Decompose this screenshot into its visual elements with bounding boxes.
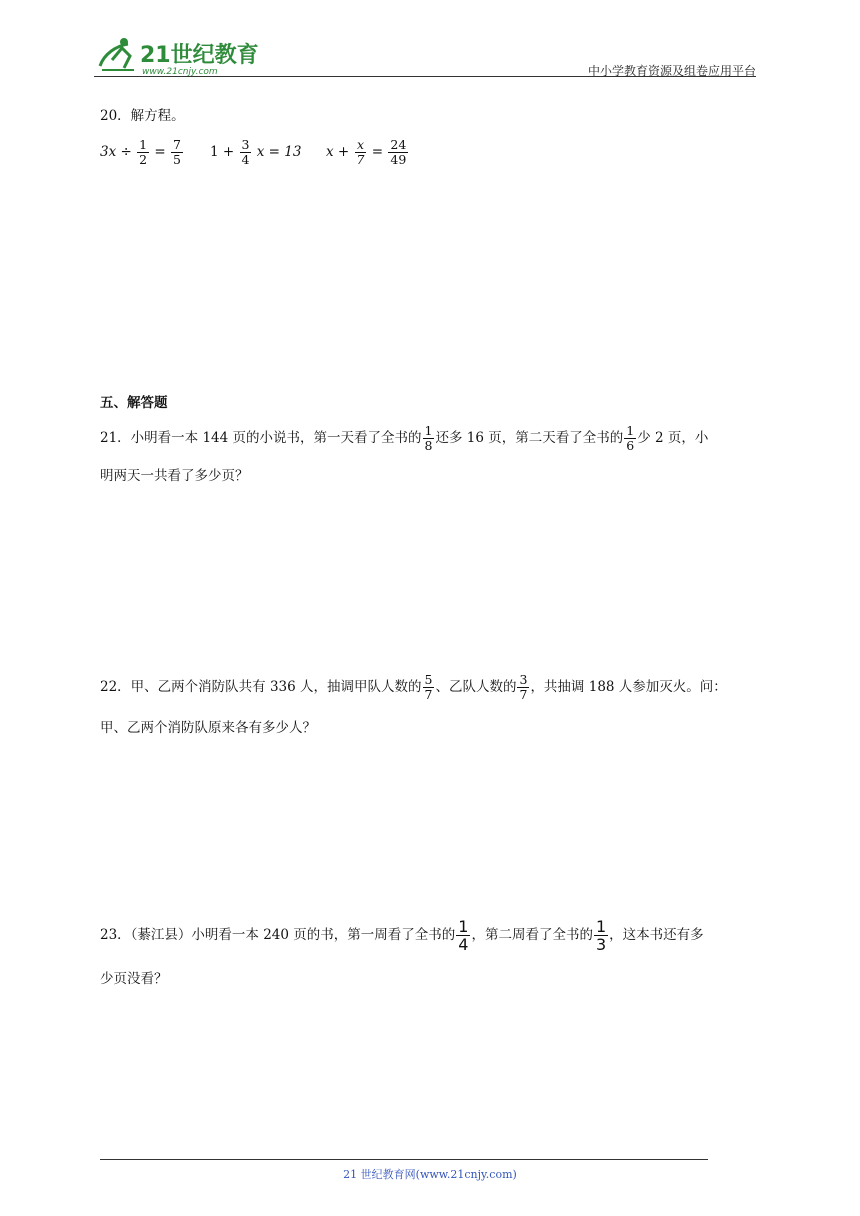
q20-equation-2: 1 + $\frac{3}{4}$ x = 13 [210, 137, 302, 167]
q20-equation-3: x + $\frac{x}{7}$ = $\frac{24}{49}$ [326, 137, 407, 167]
site-logo [94, 34, 264, 76]
q21-line-2: 明两天一共看了多少页？ [100, 468, 249, 484]
footer-divider [100, 1159, 708, 1160]
q23-fraction-1: $\frac{1}{4}$ [458, 917, 469, 954]
q21-line-1: 21．小明看一本 144 页的小说书，第一天看了全书的 $\frac{1}{8}$ 还多 16 页，第二天看了全书的 $\frac{1}{6}$ 少 2 页，小 [100, 423, 709, 453]
q23-line-2: 少页没看？ [100, 971, 168, 987]
eq1-lead: 3x ÷ [100, 144, 132, 160]
header-divider [94, 76, 756, 77]
q21-fraction-2: $\frac{1}{6}$ [626, 423, 635, 453]
section-title: 五、解答题 [100, 395, 168, 411]
logo-url: www.21cnjy.com [142, 67, 218, 76]
q22-line-2: 甲、乙两个消防队原来各有多少人？ [100, 720, 316, 736]
eq1-fraction-2: $\frac{7}{5}$ [172, 137, 181, 167]
q21-fraction-1: $\frac{1}{8}$ [424, 423, 433, 453]
q20-title: 20．解方程。 [100, 108, 185, 124]
q22-line-1: 22．甲、乙两个消防队共有 336 人，抽调甲队人数的 $\frac{5}{7}$ 、乙队人数的 $\frac{3}{7}$ ，共抽调 188 人参加灭火。问： [100, 672, 727, 702]
q23-line-1: 23．（綦江县）小明看一本 240 页的书，第一周看了全书的 $\frac{1}{4}$ ，第二周看了全书的 $\frac{1}{3}$ ，这本书还有多 [100, 917, 704, 954]
eq3-fraction-1: $\frac{x}{7}$ [356, 137, 365, 167]
header-platform-text: 中小学教育资源及组卷应用平台 [587, 64, 756, 78]
footer-link[interactable]: 21 世纪教育网(www.21cnjy.com) [343, 1168, 517, 1181]
q22-fraction-2: $\frac{3}{7}$ [519, 672, 528, 702]
logo-title: 21世纪教育 [140, 43, 259, 68]
eq2-fraction: $\frac{3}{4}$ [241, 137, 250, 167]
eq3-fraction-2: $\frac{24}{49}$ [390, 137, 407, 167]
q23-fraction-2: $\frac{1}{3}$ [595, 917, 607, 954]
q22-fraction-1: $\frac{5}{7}$ [424, 672, 433, 702]
eq1-fraction-1: $\frac{1}{2}$ [139, 137, 148, 167]
q20-equation-1: 3x ÷ $\frac{1}{2}$ = $\frac{7}{5}$ [100, 137, 181, 167]
